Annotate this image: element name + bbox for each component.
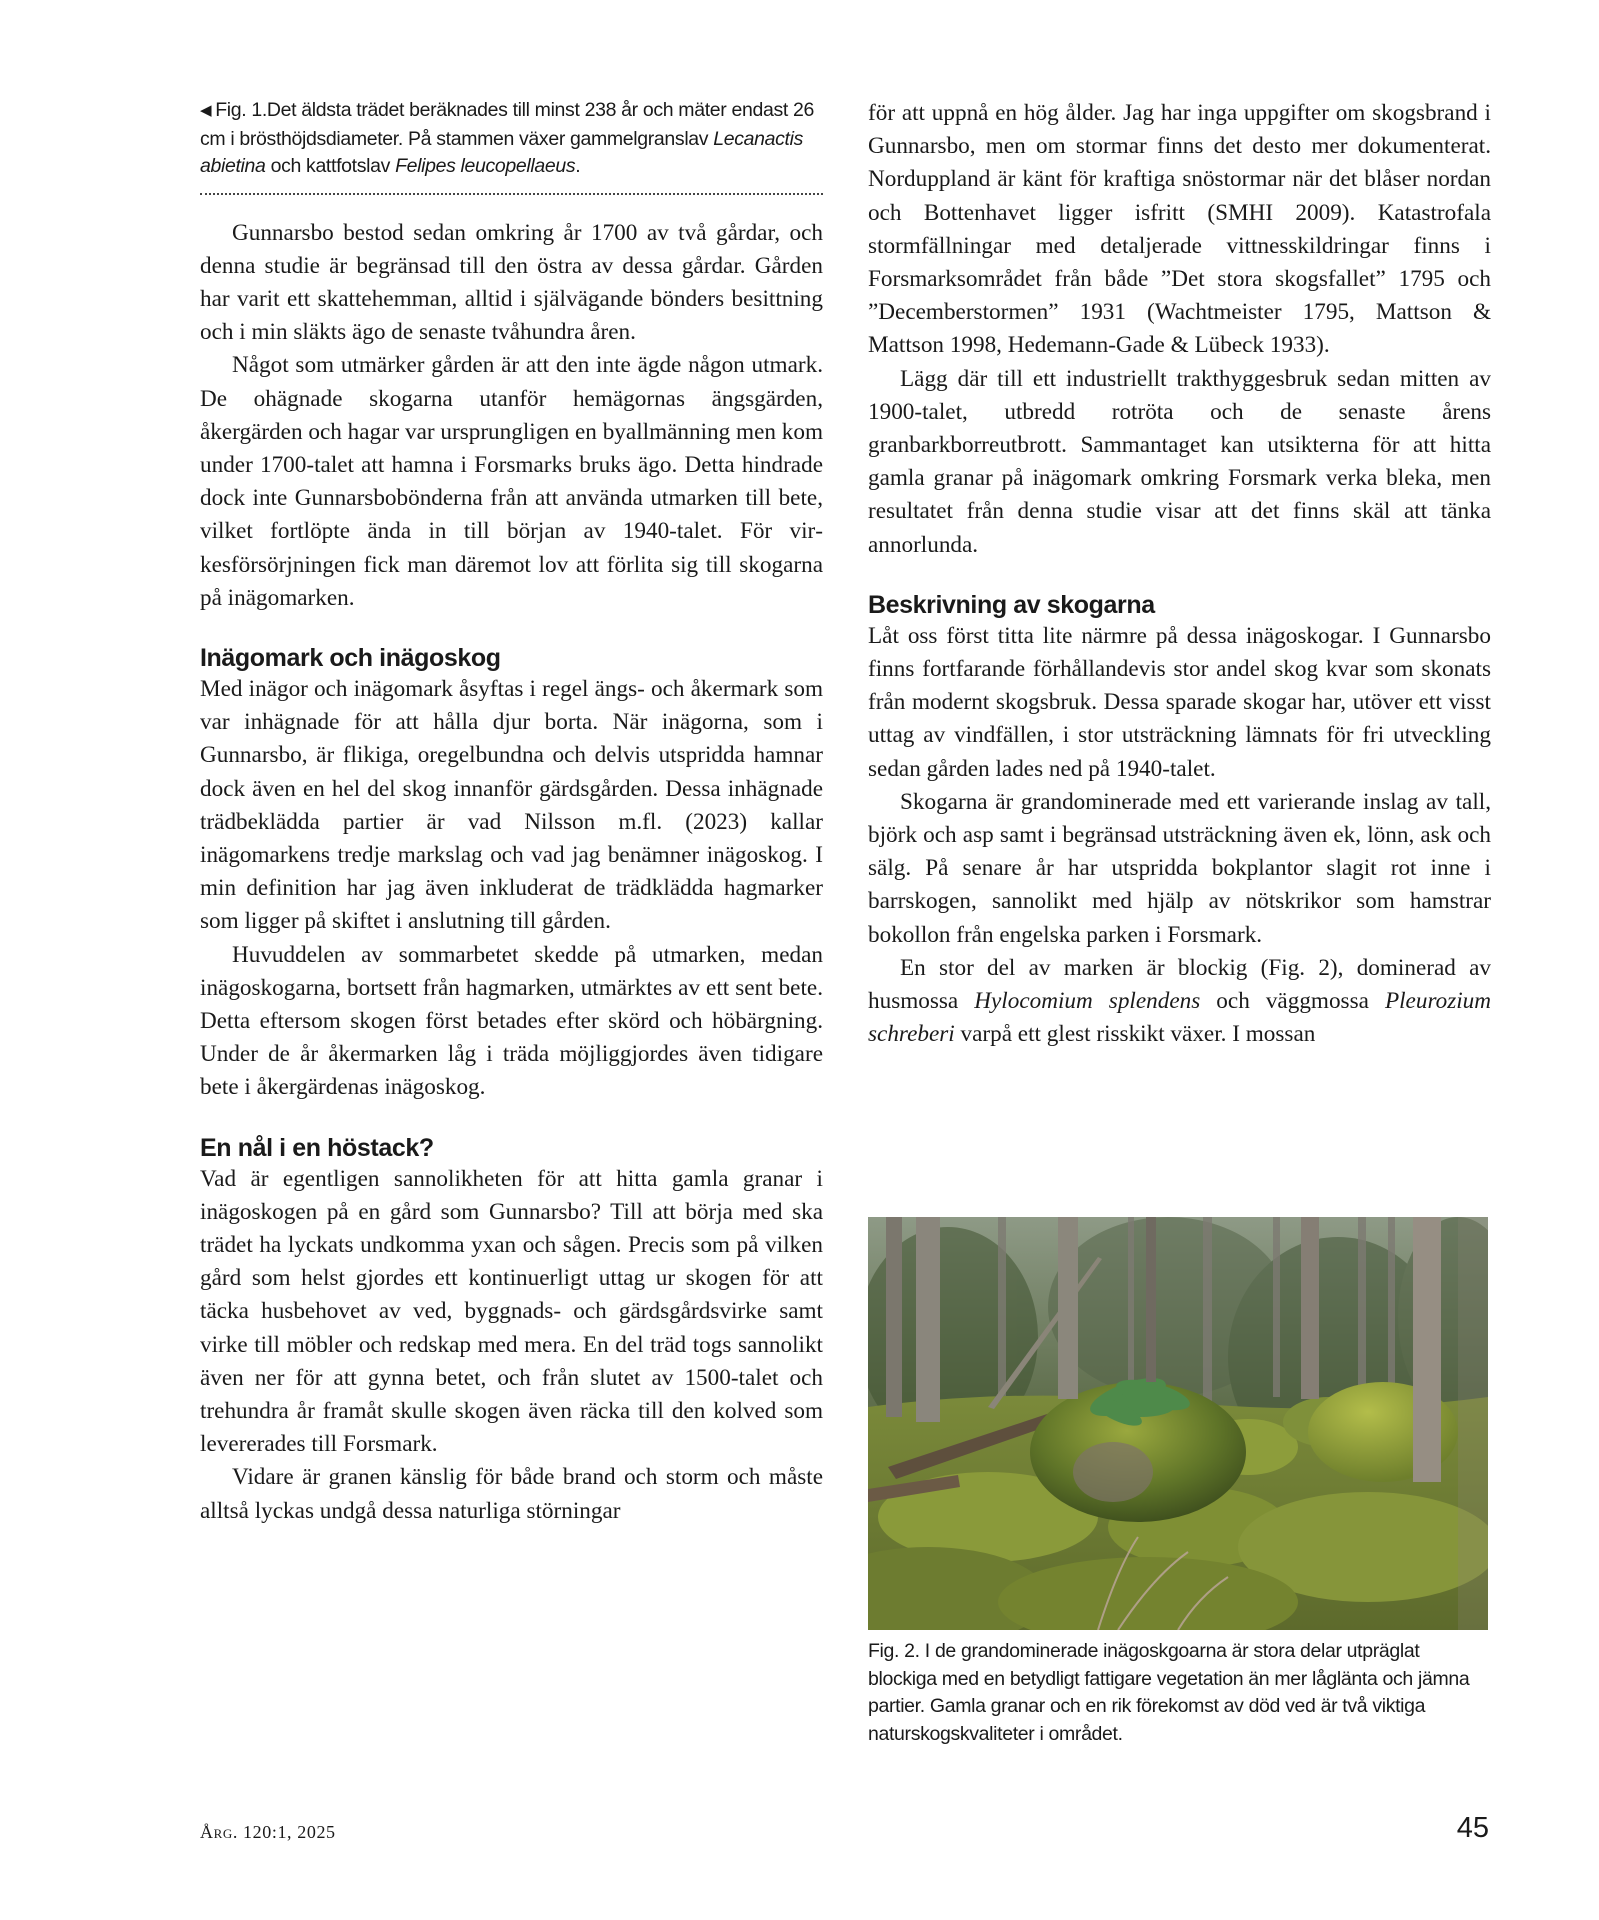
caption-text: Fig. 1.Det äldsta trädet beräknades till minst 238 år och mäter endast 26 cm i brösthöjdsdiameter. På stammen växer gammelgranslav bbox=[200, 99, 814, 150]
figure-2-caption: Fig. 2. I de grandominerade inägoskgoarna är stora delar utpräglat blockiga med en betydligt fattigare vegetation än mer låglänta och jämna partier. Gamla granar och en rik förekomst av död ved är två viktiga naturskogskvaliteter i området. bbox=[868, 1640, 1470, 1745]
dotted-divider bbox=[200, 193, 823, 195]
body-text bbox=[868, 97, 1491, 1051]
left-column bbox=[200, 97, 823, 1528]
caption-text: . bbox=[575, 155, 581, 177]
species-name: Felipes leucopellaeus bbox=[395, 155, 576, 177]
body-text bbox=[200, 217, 823, 1528]
paragraph: Lägg där till ett industriellt trakthyggesbruk sedan mitten av 1900-talet, utbredd rotröta och de senaste årens granbarkborreutbrott. Sammantaget kan utsikterna för att hitta gamla granar på inägomark omkring Forsmark verka bleka, men resultatet från denna studie visar att det finns skäl att tänka annorlunda. bbox=[868, 365, 1491, 558]
paragraph bbox=[868, 952, 1491, 1052]
right-column bbox=[868, 97, 1491, 1051]
caption-text: och kattfotslav bbox=[265, 155, 396, 177]
species-name: Hylocomium splendens bbox=[974, 988, 1201, 1015]
text-run: varpå ett glest risskikt växer. I mossan bbox=[954, 1021, 1316, 1048]
paragraph: Med inägor och inägomark åsyftas i regel ängs- och åkermark som var inhägnade för att hålla djur borta. När inägorna, som i Gunnarsbo, är flikiga, oregelbundna och delvis utspridda hamnar dock även en hel del skog innanför gärdsgården. Dessa inhägnade trädbeklädda partier är vad Nilsson m.fl. (2023) kallar inägomarkens tredje markslag och vad jag benämner inägoskog. I min definition har jag även inkluderat de trädklädda hagmarker som ligger på skiftet i anslutning till gården. bbox=[200, 675, 823, 935]
figure-1-caption bbox=[200, 97, 823, 181]
text-run: och väggmossa bbox=[1200, 988, 1385, 1015]
issue-label: Årg. 120:1, 2025 bbox=[200, 1822, 336, 1842]
paragraph: Huvuddelen av sommarbetet skedde på utmarken, medan inägoskogarna, bortsett från hagmarken, utmärktes av ett sent bete. Detta eftersom skogen först betades efter skörd och höbärgning. Under de år åkermarken låg i träda möjliggjordes även tidigare bete i åkergärdenas inägoskog. bbox=[200, 941, 823, 1101]
paragraph: Vad är egentligen sannolikheten för att hitta gamla granar i inägoskogen på en gård som Gunnarsbo? Till att börja med ska trädet ha lyckats undkomma yxan och sågen. Precis som på vilken gård som helst gjordes ett kontinuerligt uttag ur skogen för att täcka husbehovet av ved, byggnads- och gärdsgårdsvirke samt virke till möbler och redskap med mera. En del träd togs sannolikt även ner för att gynna betet, och från slutet av 1500-talet och trehundra år framåt skulle skogen även räcka till den kolved som levererades till Forsmark. bbox=[200, 1165, 823, 1458]
species-name: Pleurozium schreberi bbox=[868, 988, 1492, 1048]
section-heading: Beskrivning av skogarna bbox=[868, 590, 1155, 619]
forest-photo bbox=[868, 1217, 1488, 1630]
paragraph: Vidare är granen känslig för både brand och storm och måste alltså lyckas undgå dessa naturliga störningar bbox=[200, 1464, 823, 1524]
paragraph: Skogarna är grandominerade med ett varierande inslag av tall, björk och asp samt i begränsad utsträckning även ek, lönn, ask och sälg. På senare år har utspridda bokplantor slagit rot inne i barrskogen, sannolikt med hjälp av nötskrikor som hamstrar bokollon från engelska parken i Forsmark. bbox=[868, 788, 1491, 948]
text-run: En stor del av marken är blockig (Fig. 2), dominerad av husmossa bbox=[868, 954, 1491, 1015]
paragraph: Något som utmärker gården är att den inte ägde någon utmark. De ohägnade skogarna utanför hemägornas ängsgärden, åkergärden och hagar var ursprungligen en byallmänning men kom under 1700-talet att hamna i Forsmarks bruks ägo. Detta hindrade dock inte Gunnarsbobönderna från att använda utmarken till bete, vilket fortlöpte ända in till början av 1940-talet. För virkesförsörjningen fick man däremot lov att förlita sig till skogarna på inägomarken. bbox=[200, 352, 823, 611]
paragraph: Gunnarsbo bestod sedan omkring år 1700 av två gårdar, och denna studie är begränsad till den östra av dessa gårdar. Gården har varit ett skattehemman, alltid i självägande bönders besittning och i min släkts ägo de senaste tvåhundra åren. bbox=[200, 219, 823, 346]
paragraph: Låt oss först titta lite närmre på dessa inägoskogar. I Gunnarsbo finns fortfarande förhållandevis stor andel skog kvar som skonats från modernt skogsbruk. Dessa sparade skogar har, utöver ett visst uttag av vindfällen, i stor utsträckning lämnats för fri utveckling sedan gården lades ned på 1940-talet. bbox=[868, 622, 1491, 782]
section-heading: Inägomark och inägoskog bbox=[200, 643, 501, 672]
triangle-left-icon: ◀ bbox=[200, 102, 212, 119]
section-heading: En nål i en höstack? bbox=[200, 1133, 434, 1162]
forest-photo-illustration bbox=[868, 1217, 1488, 1630]
paragraph: för att uppnå en hög ålder. Jag har inga uppgifter om skogsbrand i Gunnarsbo, men om stormar finns det desto mer dokumenterat. Norduppland är känt för kraftiga snöstormar när det blåser nordan och Bottenhavet ligger isfritt (SMHI 2009). Katastrofala stormfällningar med detaljerade vittnesskildringar finns i Forsmarksområdet från både ”Det stora skogsfallet” 1795 och ”Decemberstormen” 1931 (Wachtmeister 1795, Mattson & Mattson 1998, Hedemann-Gade & Lübeck 1933). bbox=[868, 100, 1491, 359]
page-number: 45 bbox=[1456, 1812, 1489, 1844]
species-name: Lecanactis abietina bbox=[200, 127, 803, 177]
